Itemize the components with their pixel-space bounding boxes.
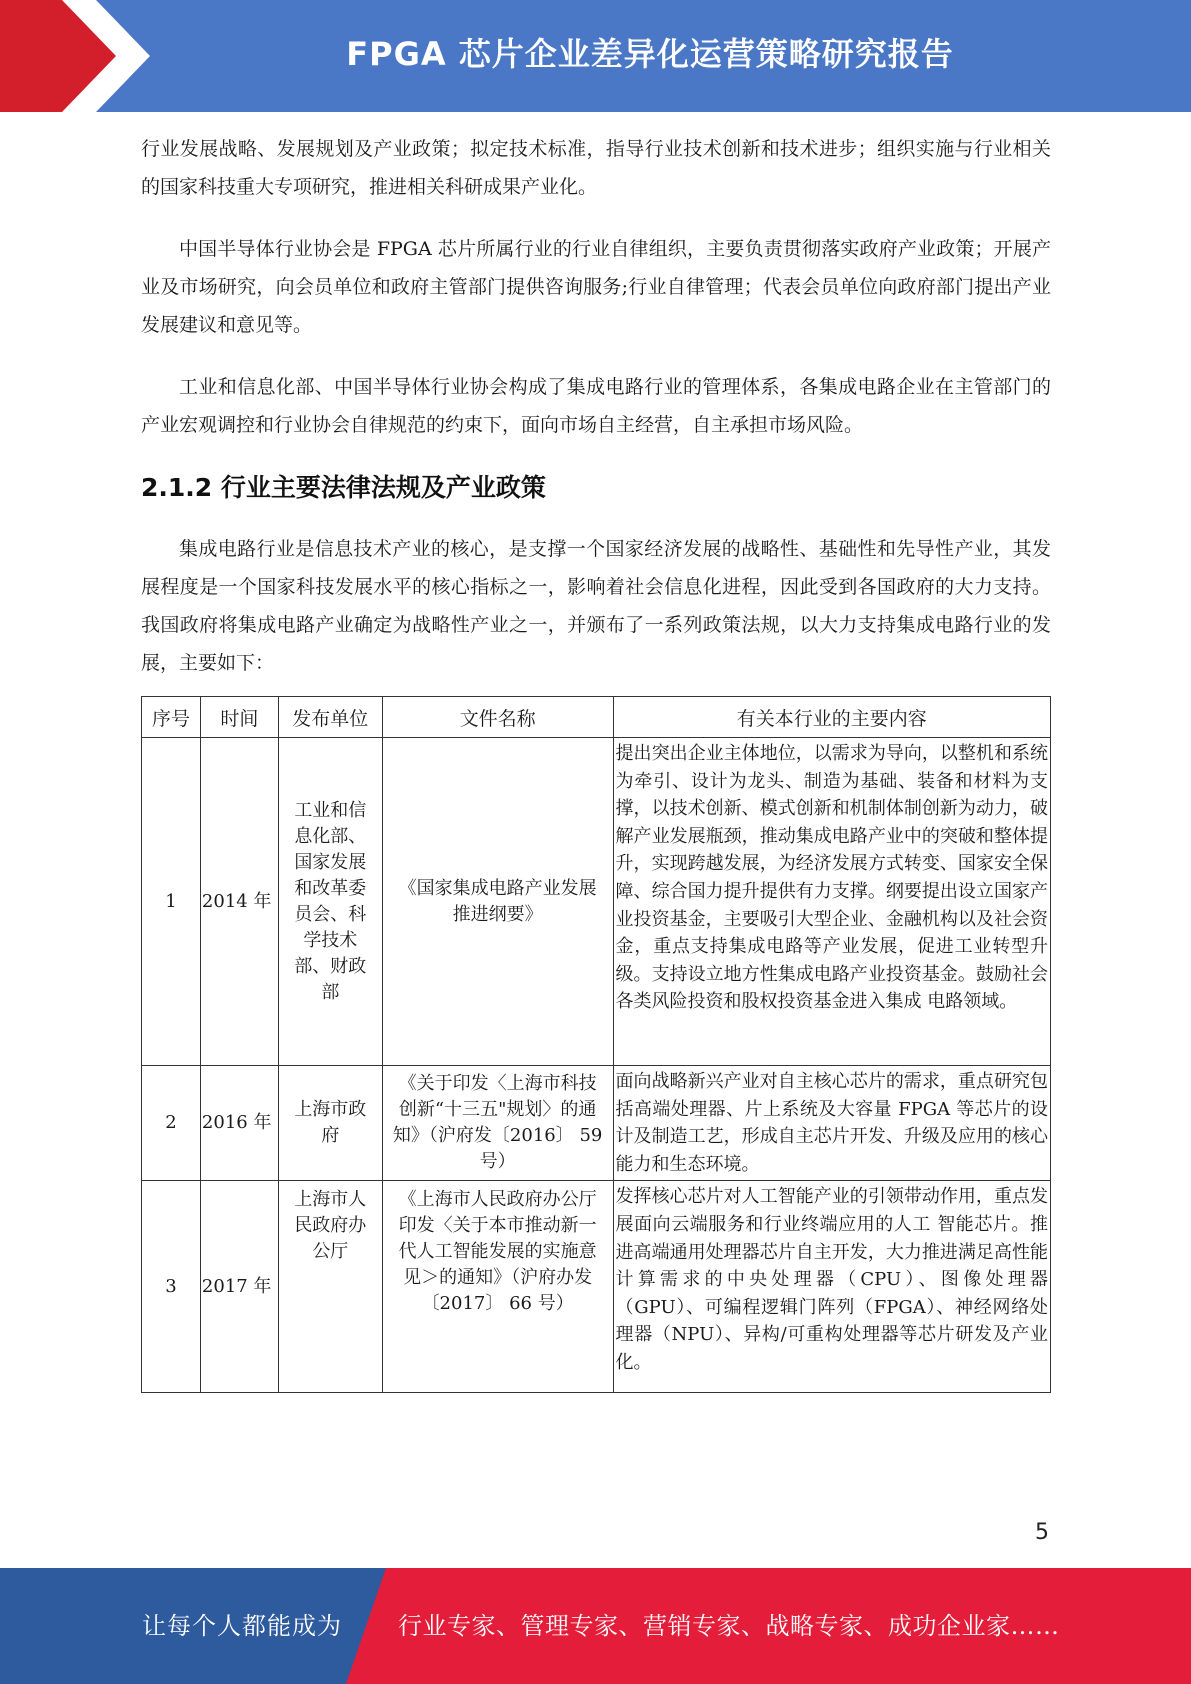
row-time: 2017 年 — [200, 1181, 278, 1393]
page-footer — [0, 1568, 1191, 1684]
header-document: 文件名称 — [382, 697, 613, 738]
row-time: 2016 年 — [200, 1066, 278, 1181]
row-time: 2014 年 — [200, 738, 278, 1066]
page-body — [141, 130, 1051, 1393]
row-publisher: 工业和信息化部、国家发展和改革委员会、科学技术部、财政部 — [278, 738, 382, 1066]
table-row — [142, 1181, 1051, 1393]
row-no: 1 — [142, 738, 201, 1066]
policy-table — [141, 696, 1051, 1393]
paragraph-1: 行业发展战略、发展规划及产业政策；拟定技术标准，指导行业技术创新和技术进步；组织实施与行业相关的国家科技重大专项研究，推进相关科研成果产业化。 — [141, 138, 1051, 198]
row-content: 发挥核心芯片对人工智能产业的引领带动作用，重点发展面向云端服务和行业终端应用的人工 智能芯片。推进高端通用处理器芯片自主开发，大力推进满足高性能计算需求的中央处理器（CPU）、图像处理器（GPU）、可编程逻辑门阵列（FPGA）、神经网络处理器（NPU）、异构/可重构处理器等芯片研发及产业化。 — [613, 1181, 1050, 1393]
row-document: 《上海市人民政府办公厅印发〈关于本市推动新一代人工智能发展的实施意见＞的通知》（沪府办发〔2017〕 66 号） — [382, 1181, 613, 1393]
row-no: 2 — [142, 1066, 201, 1181]
header-content: 有关本行业的主要内容 — [613, 697, 1050, 738]
page-header — [0, 0, 1191, 112]
header-time: 时间 — [200, 697, 278, 738]
row-content: 提出突出企业主体地位，以需求为导向，以整机和系统为牵引、设计为龙头、制造为基础、装备和材料为支撑，以技术创新、模式创新和机制体制创新为动力，破解产业发展瓶颈，推动集成电路产业中的突破和整体提升，实现跨越发展，为经济发展方式转变、国家安全保障、综合国力提升提供有力支撑。纲要提出设立国家产业投资基金，主要吸引大型企业、金融机构以及社会资金，重点支持集成电路等产业发展，促进工业转型升级。支持设立地方性集成电路产业投资基金。鼓励社会各类风险投资和股权投资基金进入集成 电路领域。 — [613, 738, 1050, 1066]
row-content: 面向战略新兴产业对自主核心芯片的需求，重点研究包括高端处理器、片上系统及大容量 FPGA 等芯片的设计及制造工艺，形成自主芯片开发、升级及应用的核心能力和生态环境。 — [613, 1066, 1050, 1181]
row-document: 《国家集成电路产业发展推进纲要》 — [382, 738, 613, 1066]
row-no: 3 — [142, 1181, 201, 1393]
header-publisher: 发布单位 — [278, 697, 382, 738]
table-row — [142, 738, 1051, 1066]
page-number: 5 — [1035, 1520, 1049, 1545]
table-row — [142, 1066, 1051, 1181]
table-header-row — [142, 697, 1051, 738]
paragraph-2: 中国半导体行业协会是 FPGA 芯片所属行业的行业自律组织，主要负责贯彻落实政府产业政策；开展产业及市场研究，向会员单位和政府主管部门提供咨询服务;行业自律管理；代表会员单位向政府部门提出产业发展建议和意见等。 — [141, 238, 1051, 336]
row-publisher: 上海市人民政府办公厅 — [278, 1181, 382, 1393]
report-title: FPGA 芯片企业差异化运营策略研究报告 — [346, 35, 954, 73]
section-heading: 2.1.2 行业主要法律法规及产业政策 — [141, 473, 546, 502]
paragraph-3: 工业和信息化部、中国半导体行业协会构成了集成电路行业的管理体系，各集成电路企业在主管部门的产业宏观调控和行业协会自律规范的约束下，面向市场自主经营，自主承担市场风险。 — [141, 376, 1051, 436]
row-publisher: 上海市政府 — [278, 1066, 382, 1181]
paragraph-4: 集成电路行业是信息技术产业的核心，是支撑一个国家经济发展的战略性、基础性和先导性产业，其发展程度是一个国家科技发展水平的核心指标之一，影响着社会信息化进程，因此受到各国政府的大力支持。我国政府将集成电路产业确定为战略性产业之一，并颁布了一系列政策法规，以大力支持集成电路行业的发展，主要如下： — [141, 538, 1051, 674]
footer-slogan-right: 行业专家、管理专家、营销专家、战略专家、成功企业家…… — [398, 1612, 1060, 1640]
footer-slogan-left: 让每个人都能成为 — [142, 1612, 342, 1640]
row-document: 《关于印发〈上海市科技创新“十三五"规划〉的通知》（沪府发〔2016〕 59 号） — [382, 1066, 613, 1181]
header-no: 序号 — [142, 697, 201, 738]
